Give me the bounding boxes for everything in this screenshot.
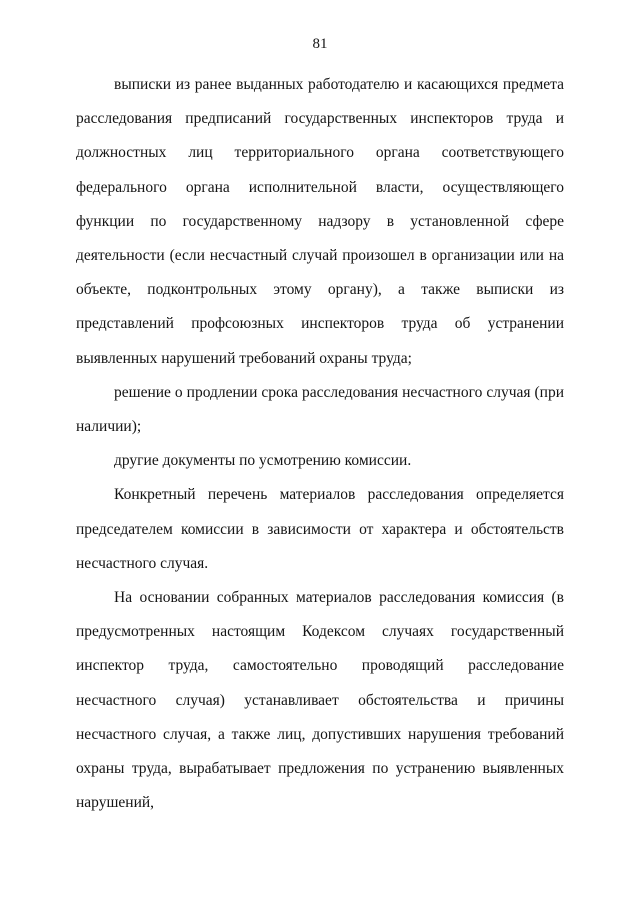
- paragraph-extracts-list-item: выписки из ранее выданных работодателю и касающихся предмета расследования предписаний государственных инспекторов труда и должностных лиц территориального органа соответствующего федерального органа исполнительной власти, осуществляющего функции по государственному надзору в установленной сфере деятельности (если несчастный случай произошел в организации или на объекте, подконтрольных этому органу), а также выписки из представлений профсоюзных инспекторов труда об устранении выявленных нарушений требований охраны труда;: [76, 76, 564, 367]
- body-text: [76, 68, 564, 820]
- paragraph-extension-decision: решение о продлении срока расследования несчастного случая (при наличии);: [76, 383, 564, 436]
- paragraph-commission-findings: На основании собранных материалов расследования комиссия (в предусмотренных настоящим Кодексом случаях государственный инспектор труда, самостоятельно проводящий расследование несчастного случая) устанавливает обстоятельства и причины несчастного случая, а также лиц, допустивших нарушения требований охраны труда, вырабатывает предложения по устранению выявленных нарушений,: [76, 589, 564, 812]
- paragraph-materials-list: Конкретный перечень материалов расследования определяется председателем комиссии в зависимости от характера и обстоятельств несчастного случая.: [76, 486, 564, 572]
- page-number: 81: [312, 36, 328, 52]
- paragraph-other-documents: другие документы по усмотрению комиссии.: [114, 452, 412, 470]
